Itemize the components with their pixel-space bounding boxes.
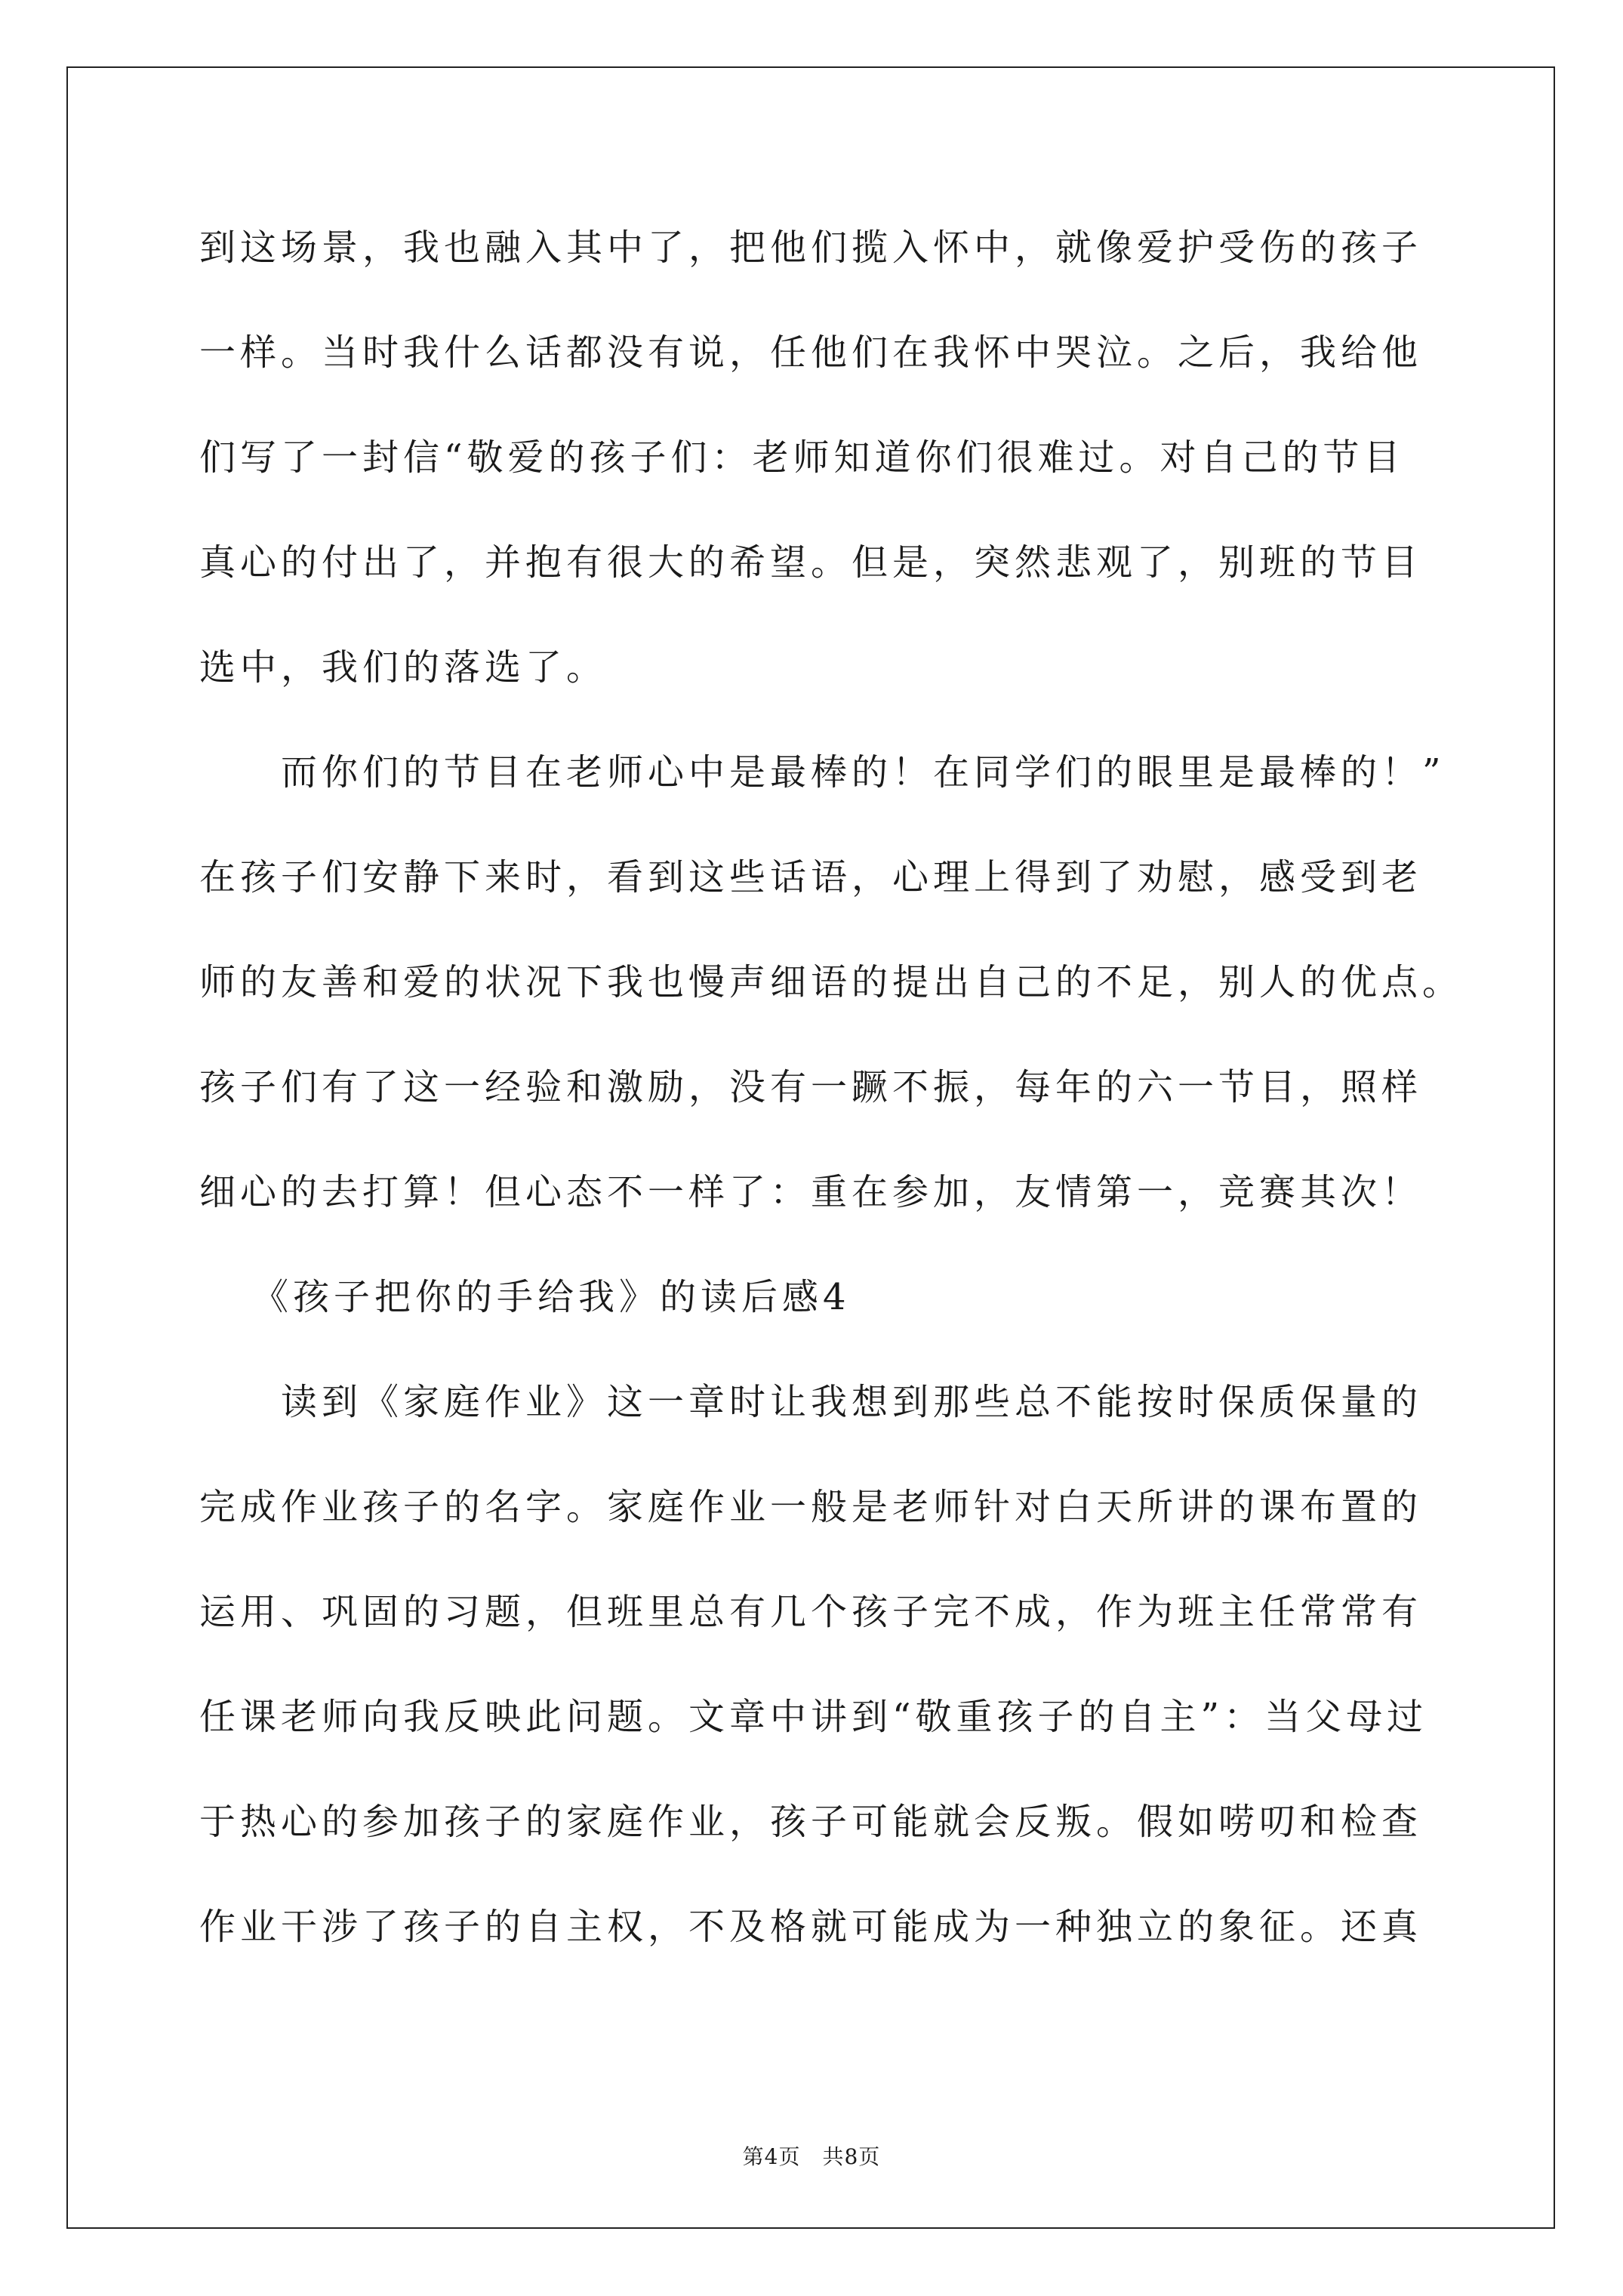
text-line: 作业干涉了孩子的自主权，不及格就可能成为一种独立的象征。还真 [199, 1906, 1423, 1948]
text-line: 真心的付出了，并抱有很大的希望。但是，突然悲观了，别班的节目 [199, 541, 1423, 584]
text-line: 们写了一封信“敬爱的孩子们：老师知道你们很难过。对自己的节目 [199, 436, 1405, 479]
text-line: 细心的去打算！但心态不一样了：重在参加，友情第一，竞赛其次！ [199, 1171, 1423, 1213]
text-line: 完成作业孩子的名字。家庭作业一般是老师针对白天所讲的课布置的 [199, 1486, 1423, 1528]
paragraph-start-line: 读到《家庭作业》这一章时让我想到那些总不能按时保质保量的 [281, 1381, 1423, 1423]
text-line: 任课老师向我反映此问题。文章中讲到“敬重孩子的自主”：当父母过 [199, 1696, 1428, 1738]
text-line: 到这场景，我也融入其中了，把他们揽入怀中，就像爱护受伤的孩子 [199, 227, 1423, 269]
text-line: 师的友善和爱的状况下我也慢声细语的提出自己的不足，别人的优点。 [199, 961, 1464, 1003]
text-line: 在孩子们安静下来时，看到这些话语，心理上得到了劝慰，感受到老 [199, 856, 1423, 898]
page-number: 第4页 共8页 [742, 2144, 881, 2169]
page-border [66, 66, 1555, 2229]
section-heading: 《孩子把你的手给我》的读后感4 [252, 1276, 851, 1318]
text-line: 孩子们有了这一经验和激励，没有一蹶不振，每年的六一节目，照样 [199, 1066, 1423, 1108]
text-line: 选中，我们的落选了。 [199, 646, 608, 689]
text-line: 于热心的参加孩子的家庭作业，孩子可能就会反叛。假如唠叨和检查 [199, 1801, 1423, 1843]
paragraph-start-line: 而你们的节目在老师心中是最棒的！在同学们的眼里是最棒的！” [281, 751, 1446, 794]
text-line: 运用、巩固的习题，但班里总有几个孩子完不成，作为班主任常常有 [199, 1591, 1423, 1633]
text-line: 一样。当时我什么话都没有说，任他们在我怀中哭泣。之后，我给他 [199, 331, 1423, 374]
